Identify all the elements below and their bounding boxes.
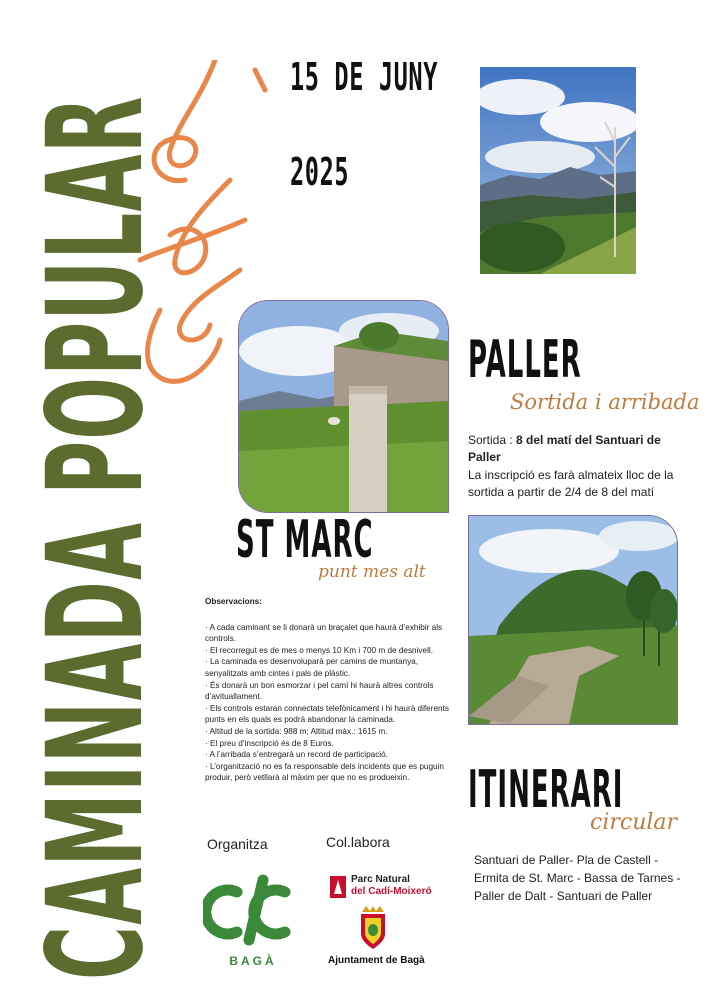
observations-block: [205, 596, 450, 784]
ajuntament-label: Ajuntament de Bagà: [328, 955, 425, 966]
parc-line-1: Parc Natural: [351, 874, 410, 885]
observations-title: Observacions:: [205, 597, 262, 606]
forest-path-photo: [468, 515, 678, 725]
registration-info: La inscripció es farà almateix lloc de la sortida a partir de 2/4 de 8 del matí: [468, 468, 674, 499]
obs-item: · Altitud de la sortida: 988 m; Altitud màx.: 1615 m.: [205, 726, 388, 736]
landscape-photo-1: [480, 67, 636, 274]
ajuntament-shield-icon: [358, 906, 388, 950]
obs-item: · L’organització no es fa responsable dels incidents que es puguin produir, però vetllarà al màxim per que no es produeixin.: [205, 761, 444, 783]
parc-natural-logo: [330, 874, 452, 900]
paller-start-info: [468, 432, 693, 466]
cec-logo-text: BAGÀ: [229, 954, 277, 968]
obs-item: · A cada caminant se li donarà un braçalet que haurà d’exhibir als controls.: [205, 622, 443, 644]
start-prefix: Sortida :: [468, 433, 517, 447]
st-marc-photo: [238, 300, 449, 513]
st-marc-script-subtitle: punt mes alt: [318, 562, 426, 582]
paller-script-subtitle: Sortida i arribada: [510, 390, 700, 414]
route-description: Santuari de Paller- Pla de Castell - Ermita de St. Marc - Bassa de Tarnes - Paller de Dalt - Santuari de Paller: [474, 853, 681, 903]
parc-line-2: del Cadí-Moixeró: [351, 886, 432, 897]
obs-item: · És donarà un bon esmorzar i pel camí hi haurà altres controls d’avituallament.: [205, 680, 434, 702]
cec-baga-logo: [203, 870, 303, 966]
obs-item: · Els controls estaran connectats telefònicament i hi haurà diferents punts en els quals es podrà abandonar la caminada.: [205, 703, 449, 725]
st-marc-heading: ST MARC: [236, 510, 374, 570]
itinerari-script-subtitle: circular: [590, 810, 678, 835]
obs-item: · El preu d’inscripció és de 8 Euros.: [205, 738, 334, 748]
colabora-label: Col.labora: [326, 834, 390, 850]
cec-logo-icon: [203, 870, 303, 950]
itinerari-heading: ITINERARI: [468, 760, 624, 820]
date-line-2: 2025: [290, 150, 350, 194]
organitza-label: Organitza: [207, 836, 268, 852]
obs-item: · El recorregut es de mes o menys 10 Km i 700 m de desnivell.: [205, 645, 433, 655]
obs-item: · La caminada es desenvoluparà per camins de muntanya, senyalitzats amb cintes i pals de plàstic.: [205, 657, 418, 678]
vertical-title: CAMINADA POPULAR: [19, 95, 173, 981]
paller-heading: PALLER: [468, 330, 582, 390]
obs-item: · A l’arribada s’entregarà un record de participació.: [205, 750, 388, 760]
parc-emblem-icon: [330, 876, 346, 898]
date-line-1: 15 DE JUNY: [290, 55, 439, 99]
start-time-place: 8 del matí del Santuari de Paller: [468, 433, 661, 464]
